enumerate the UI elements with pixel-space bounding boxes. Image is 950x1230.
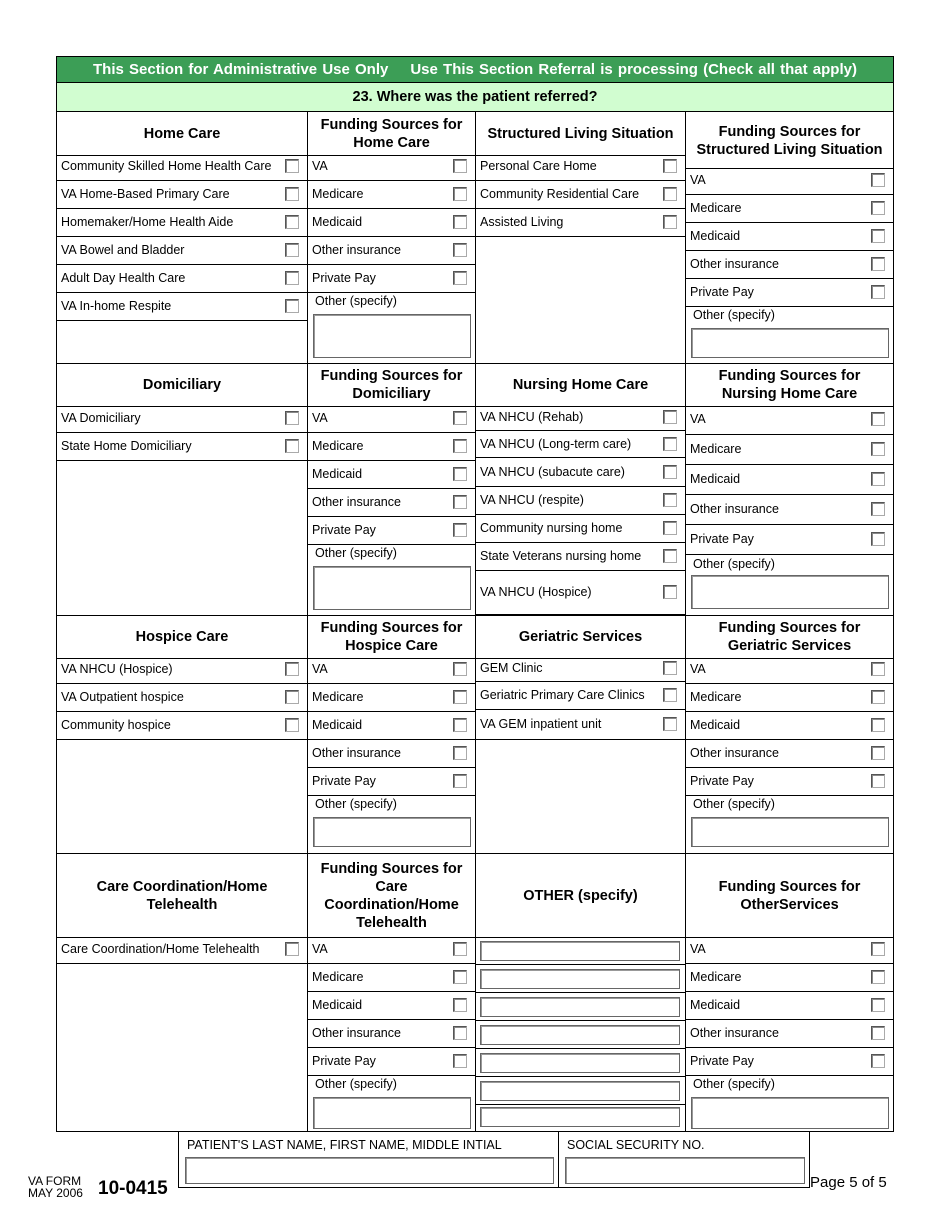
row-divider xyxy=(476,1048,685,1049)
question-title: 23. Where was the patient referred? xyxy=(57,82,893,112)
checkbox[interactable] xyxy=(453,495,467,509)
form-date: MAY 2006 xyxy=(28,1186,83,1200)
row-divider xyxy=(476,1020,685,1021)
service2-header-header: Structured Living Situation xyxy=(487,126,674,142)
funding-option[interactable] xyxy=(308,964,475,992)
service-option-label: Community hospice xyxy=(61,719,171,732)
checkbox[interactable] xyxy=(871,998,885,1012)
service2-option-label: VA NHCU (Long-term care) xyxy=(480,437,632,451)
service2-option-label: Personal Care Home xyxy=(480,160,597,173)
funding2-option-label: Medicaid xyxy=(690,473,741,486)
service2-option-label: State Veterans nursing home xyxy=(480,550,642,563)
checkbox[interactable] xyxy=(663,437,677,451)
other-specify-input[interactable] xyxy=(691,328,889,358)
funding2-option[interactable] xyxy=(686,992,893,1020)
funding2-option-label: Other insurance xyxy=(690,258,779,271)
funding-option-label: Medicaid xyxy=(312,468,363,481)
service-option-label: Care Coordination/Home Telehealth xyxy=(61,943,260,956)
service2-header-header: Nursing Home Care xyxy=(512,377,649,393)
funding-option[interactable] xyxy=(308,237,475,265)
service-option-label: Community Skilled Home Health Care xyxy=(61,160,272,173)
ssn-input[interactable] xyxy=(565,1157,805,1184)
service-option[interactable] xyxy=(57,153,307,181)
funding-option[interactable] xyxy=(308,684,475,712)
checkbox[interactable] xyxy=(871,746,885,760)
funding2-option-label: Private Pay xyxy=(690,286,754,299)
funding-header-header: Funding Sources for Care Coordination/Home Telehealth xyxy=(320,860,463,931)
service-option[interactable] xyxy=(57,433,307,461)
other-specify-label: Other (specify) xyxy=(315,294,397,308)
va-form-label xyxy=(28,1175,83,1199)
checkbox[interactable] xyxy=(871,942,885,956)
checkbox[interactable] xyxy=(453,243,467,257)
checkbox[interactable] xyxy=(285,187,299,201)
funding-option[interactable] xyxy=(308,712,475,740)
funding2-option-label: Other insurance xyxy=(690,503,779,516)
funding-option[interactable] xyxy=(308,209,475,237)
service2-option[interactable] xyxy=(476,656,685,682)
checkbox[interactable] xyxy=(663,493,677,507)
funding2-option[interactable] xyxy=(686,768,893,796)
funding2-option-label: Medicare xyxy=(690,202,742,215)
admin-banner xyxy=(57,57,893,82)
checkbox[interactable] xyxy=(453,998,467,1012)
funding-header-header: Funding Sources for Hospice Care xyxy=(320,620,463,654)
service2-option-label: Community Residential Care xyxy=(480,188,640,201)
funding2-option-label: Private Pay xyxy=(690,533,754,546)
checkbox[interactable] xyxy=(871,173,885,187)
funding-header-header: Funding Sources for Domiciliary xyxy=(320,368,463,402)
funding-option-label: Medicaid xyxy=(312,999,363,1012)
checkbox[interactable] xyxy=(663,187,677,201)
other-service-input[interactable] xyxy=(480,1025,680,1045)
funding2-option-label: Other insurance xyxy=(690,747,779,760)
checkbox[interactable] xyxy=(871,1026,885,1040)
service2-option[interactable] xyxy=(476,153,685,181)
funding2-option[interactable] xyxy=(686,405,893,435)
checkbox[interactable] xyxy=(871,1054,885,1068)
funding-option[interactable] xyxy=(308,433,475,461)
funding2-option-label: VA xyxy=(690,943,706,956)
service-option[interactable] xyxy=(57,684,307,712)
other-service-input[interactable] xyxy=(480,1081,680,1101)
service2-option[interactable] xyxy=(476,431,685,458)
service-header-header: Domiciliary xyxy=(142,377,222,393)
service2-option-label: VA NHCU (subacute care) xyxy=(480,465,625,479)
funding-option-label: VA xyxy=(312,412,328,425)
checkbox[interactable] xyxy=(453,439,467,453)
funding-option-label: Other insurance xyxy=(312,244,401,257)
funding2-option[interactable] xyxy=(686,223,893,251)
checkbox[interactable] xyxy=(285,662,299,676)
funding2-option-label: Private Pay xyxy=(690,775,754,788)
funding-option[interactable] xyxy=(308,740,475,768)
checkbox[interactable] xyxy=(285,299,299,313)
service-option[interactable] xyxy=(57,405,307,433)
checkbox[interactable] xyxy=(453,467,467,481)
funding-option-label: Private Pay xyxy=(312,272,376,285)
referral-instruction: Use This Section Referral is processing (Check all that apply) xyxy=(410,61,857,78)
row-divider xyxy=(476,1104,685,1105)
funding2-option-label: Medicare xyxy=(690,971,742,984)
funding2-option[interactable] xyxy=(686,495,893,525)
referral-section xyxy=(56,56,894,1132)
service2-option-label: VA NHCU (Hospice) xyxy=(480,586,592,599)
funding2-header-header: Funding Sources for Nursing Home Care xyxy=(718,368,861,402)
admin-use-label: This Section for Administrative Use Only xyxy=(93,61,389,78)
service-header-header: Home Care xyxy=(143,126,221,142)
other-specify-label: Other (specify) xyxy=(693,308,775,322)
service-option[interactable] xyxy=(57,712,307,740)
funding-option-label: Medicaid xyxy=(312,719,363,732)
checkbox[interactable] xyxy=(871,412,885,426)
checkbox[interactable] xyxy=(871,201,885,215)
checkbox[interactable] xyxy=(285,159,299,173)
other-specify-input[interactable] xyxy=(313,566,471,610)
funding-option[interactable] xyxy=(308,936,475,964)
checkbox[interactable] xyxy=(453,662,467,676)
checkbox[interactable] xyxy=(663,159,677,173)
checkbox[interactable] xyxy=(871,285,885,299)
checkbox[interactable] xyxy=(871,229,885,243)
other-service-input[interactable] xyxy=(480,941,680,961)
checkbox[interactable] xyxy=(285,411,299,425)
funding2-option[interactable] xyxy=(686,195,893,223)
funding-header-header: Funding Sources for Home Care xyxy=(320,117,463,151)
funding-option[interactable] xyxy=(308,461,475,489)
funding-option-label: Medicaid xyxy=(312,216,363,229)
checkbox[interactable] xyxy=(663,585,677,599)
checkbox[interactable] xyxy=(285,271,299,285)
service2-option[interactable] xyxy=(476,515,685,543)
service-option-label: VA In-home Respite xyxy=(61,300,172,313)
checkbox[interactable] xyxy=(453,523,467,537)
service-option-label: VA NHCU (Hospice) xyxy=(61,663,173,676)
funding-option-label: VA xyxy=(312,160,328,173)
service2-option[interactable] xyxy=(476,710,685,740)
funding2-option[interactable] xyxy=(686,936,893,964)
other-specify-label: Other (specify) xyxy=(693,557,775,571)
funding-option-label: Medicare xyxy=(312,691,364,704)
checkbox[interactable] xyxy=(663,661,677,675)
checkbox[interactable] xyxy=(453,1054,467,1068)
other-service-input[interactable] xyxy=(480,997,680,1017)
service-header-header: Care Coordination/Home Telehealth xyxy=(96,878,268,913)
service-option-label: State Home Domiciliary xyxy=(61,440,192,453)
checkbox[interactable] xyxy=(453,159,467,173)
funding2-option-label: Medicare xyxy=(690,691,742,704)
service-option[interactable] xyxy=(57,209,307,237)
checkbox[interactable] xyxy=(663,410,677,424)
funding2-option[interactable] xyxy=(686,1048,893,1076)
funding2-option-label: Other insurance xyxy=(690,1027,779,1040)
form-number: 10-0415 xyxy=(98,1178,168,1199)
funding-option-label: Private Pay xyxy=(312,524,376,537)
row-divider xyxy=(476,964,685,965)
checkbox[interactable] xyxy=(871,442,885,456)
funding2-option-label: Medicare xyxy=(690,443,742,456)
other-specify-label: Other (specify) xyxy=(693,1077,775,1091)
service-option[interactable] xyxy=(57,237,307,265)
checkbox[interactable] xyxy=(871,690,885,704)
service2-option[interactable] xyxy=(476,458,685,487)
funding-option-label: Medicare xyxy=(312,971,364,984)
service-option-label: Adult Day Health Care xyxy=(61,272,186,285)
funding-option-label: Private Pay xyxy=(312,775,376,788)
service2-option[interactable] xyxy=(476,487,685,515)
patient-name-input[interactable] xyxy=(185,1157,554,1184)
service-option-label: VA Outpatient hospice xyxy=(61,691,184,704)
funding-option[interactable] xyxy=(308,181,475,209)
checkbox[interactable] xyxy=(285,439,299,453)
other-specify-label: Other (specify) xyxy=(315,797,397,811)
row-divider xyxy=(476,937,685,938)
other-specify-label: Other (specify) xyxy=(315,1077,397,1091)
service2-option[interactable] xyxy=(476,571,685,615)
funding2-option[interactable] xyxy=(686,684,893,712)
funding2-option[interactable] xyxy=(686,279,893,307)
funding2-option-label: Medicaid xyxy=(690,719,741,732)
funding-option-label: Other insurance xyxy=(312,496,401,509)
funding-option[interactable] xyxy=(308,1020,475,1048)
service-option[interactable] xyxy=(57,936,307,964)
service-option[interactable] xyxy=(57,265,307,293)
service2-option[interactable] xyxy=(476,682,685,710)
service2-header-header: OTHER (specify) xyxy=(523,887,638,904)
funding2-option-label: VA xyxy=(690,663,706,676)
funding2-option-label: Private Pay xyxy=(690,1055,754,1068)
funding2-option[interactable] xyxy=(686,656,893,684)
funding2-option[interactable] xyxy=(686,1020,893,1048)
service-option-label: VA Home-Based Primary Care xyxy=(61,188,230,201)
service2-option[interactable] xyxy=(476,181,685,209)
service2-option[interactable] xyxy=(476,209,685,237)
checkbox[interactable] xyxy=(663,521,677,535)
patient-info-footer xyxy=(178,1132,810,1188)
service2-option-label: Assisted Living xyxy=(480,216,564,229)
funding-option[interactable] xyxy=(308,153,475,181)
service-option-label: VA Domiciliary xyxy=(61,412,141,425)
other-specify-label: Other (specify) xyxy=(315,546,397,560)
checkbox[interactable] xyxy=(453,746,467,760)
other-service-input[interactable] xyxy=(480,1107,680,1127)
checkbox[interactable] xyxy=(453,411,467,425)
funding-option[interactable] xyxy=(308,992,475,1020)
checkbox[interactable] xyxy=(871,472,885,486)
checkbox[interactable] xyxy=(663,549,677,563)
other-specify-label: Other (specify) xyxy=(693,797,775,811)
funding2-option[interactable] xyxy=(686,167,893,195)
checkbox[interactable] xyxy=(453,215,467,229)
funding-option[interactable] xyxy=(308,489,475,517)
service-option-label: VA Bowel and Bladder xyxy=(61,244,185,257)
service2-option-label: VA NHCU (respite) xyxy=(480,494,584,507)
other-specify-input[interactable] xyxy=(691,1097,889,1129)
service2-option[interactable] xyxy=(476,543,685,571)
checkbox[interactable] xyxy=(871,970,885,984)
service2-option[interactable] xyxy=(476,405,685,431)
checkbox[interactable] xyxy=(663,717,677,731)
row-divider xyxy=(476,992,685,993)
row-divider xyxy=(476,1076,685,1077)
funding2-option-label: Medicaid xyxy=(690,999,741,1012)
funding-option[interactable] xyxy=(308,656,475,684)
service2-option-label: Geriatric Primary Care Clinics xyxy=(480,689,645,702)
checkbox[interactable] xyxy=(453,718,467,732)
service-header-header: Hospice Care xyxy=(135,629,229,645)
checkbox[interactable] xyxy=(663,465,677,479)
funding2-option[interactable] xyxy=(686,740,893,768)
checkbox[interactable] xyxy=(871,532,885,546)
checkbox[interactable] xyxy=(453,942,467,956)
service-option[interactable] xyxy=(57,181,307,209)
funding2-option[interactable] xyxy=(686,712,893,740)
funding-option[interactable] xyxy=(308,768,475,796)
ssn-label: SOCIAL SECURITY NO. xyxy=(567,1138,705,1152)
funding-option-label: VA xyxy=(312,943,328,956)
other-specify-input[interactable] xyxy=(313,314,471,358)
checkbox[interactable] xyxy=(453,271,467,285)
service2-option-label: Community nursing home xyxy=(480,522,623,535)
funding2-option[interactable] xyxy=(686,964,893,992)
funding2-option[interactable] xyxy=(686,251,893,279)
other-specify-input[interactable] xyxy=(313,817,471,847)
service2-header-header: Geriatric Services xyxy=(518,629,643,645)
funding2-option[interactable] xyxy=(686,435,893,465)
funding2-option-label: VA xyxy=(690,174,706,187)
service2-option-label: GEM Clinic xyxy=(480,662,543,675)
checkbox[interactable] xyxy=(871,718,885,732)
funding2-option-label: VA xyxy=(690,413,706,426)
checkbox[interactable] xyxy=(663,215,677,229)
funding2-header-header: Funding Sources for Geriatric Services xyxy=(718,620,861,654)
funding-option-label: Medicare xyxy=(312,440,364,453)
funding-option-label: Other insurance xyxy=(312,747,401,760)
funding-option-label: Medicare xyxy=(312,188,364,201)
other-specify-input[interactable] xyxy=(691,575,889,609)
checkbox[interactable] xyxy=(285,942,299,956)
funding-option[interactable] xyxy=(308,405,475,433)
funding-option[interactable] xyxy=(308,1048,475,1076)
funding-option[interactable] xyxy=(308,265,475,293)
checkbox[interactable] xyxy=(285,243,299,257)
funding-option-label: VA xyxy=(312,663,328,676)
checkbox[interactable] xyxy=(871,502,885,516)
other-specify-input[interactable] xyxy=(691,817,889,847)
funding2-option[interactable] xyxy=(686,465,893,495)
checkbox[interactable] xyxy=(453,774,467,788)
patient-name-cell xyxy=(179,1132,559,1188)
checkbox[interactable] xyxy=(285,690,299,704)
service2-option-label: VA GEM inpatient unit xyxy=(480,718,602,731)
other-service-input[interactable] xyxy=(480,1053,680,1073)
checkbox[interactable] xyxy=(871,257,885,271)
other-service-input[interactable] xyxy=(480,969,680,989)
funding2-option-label: Medicaid xyxy=(690,230,741,243)
checkbox[interactable] xyxy=(663,688,677,702)
checkbox[interactable] xyxy=(871,662,885,676)
service2-option-label: VA NHCU (Rehab) xyxy=(480,411,584,424)
page-indicator: Page 5 of 5 xyxy=(810,1174,887,1191)
checkbox[interactable] xyxy=(285,215,299,229)
checkbox[interactable] xyxy=(453,187,467,201)
checkbox[interactable] xyxy=(453,1026,467,1040)
service-option[interactable] xyxy=(57,656,307,684)
checkbox[interactable] xyxy=(453,690,467,704)
patient-name-label: PATIENT'S LAST NAME, FIRST NAME, MIDDLE INTIAL xyxy=(187,1138,502,1152)
funding2-header-header: Funding Sources for OtherServices xyxy=(718,878,861,913)
service-option[interactable] xyxy=(57,293,307,321)
checkbox[interactable] xyxy=(453,970,467,984)
checkbox[interactable] xyxy=(285,718,299,732)
service-option-label: Homemaker/Home Health Aide xyxy=(61,216,234,229)
funding-option[interactable] xyxy=(308,517,475,545)
other-specify-input[interactable] xyxy=(313,1097,471,1129)
funding-option-label: Other insurance xyxy=(312,1027,401,1040)
funding-option-label: Private Pay xyxy=(312,1055,376,1068)
va-form-text: VA FORM xyxy=(28,1174,82,1188)
checkbox[interactable] xyxy=(871,774,885,788)
ssn-cell xyxy=(559,1132,809,1188)
funding2-option[interactable] xyxy=(686,525,893,555)
funding2-header-header: Funding Sources for Structured Living Situation xyxy=(696,123,883,158)
